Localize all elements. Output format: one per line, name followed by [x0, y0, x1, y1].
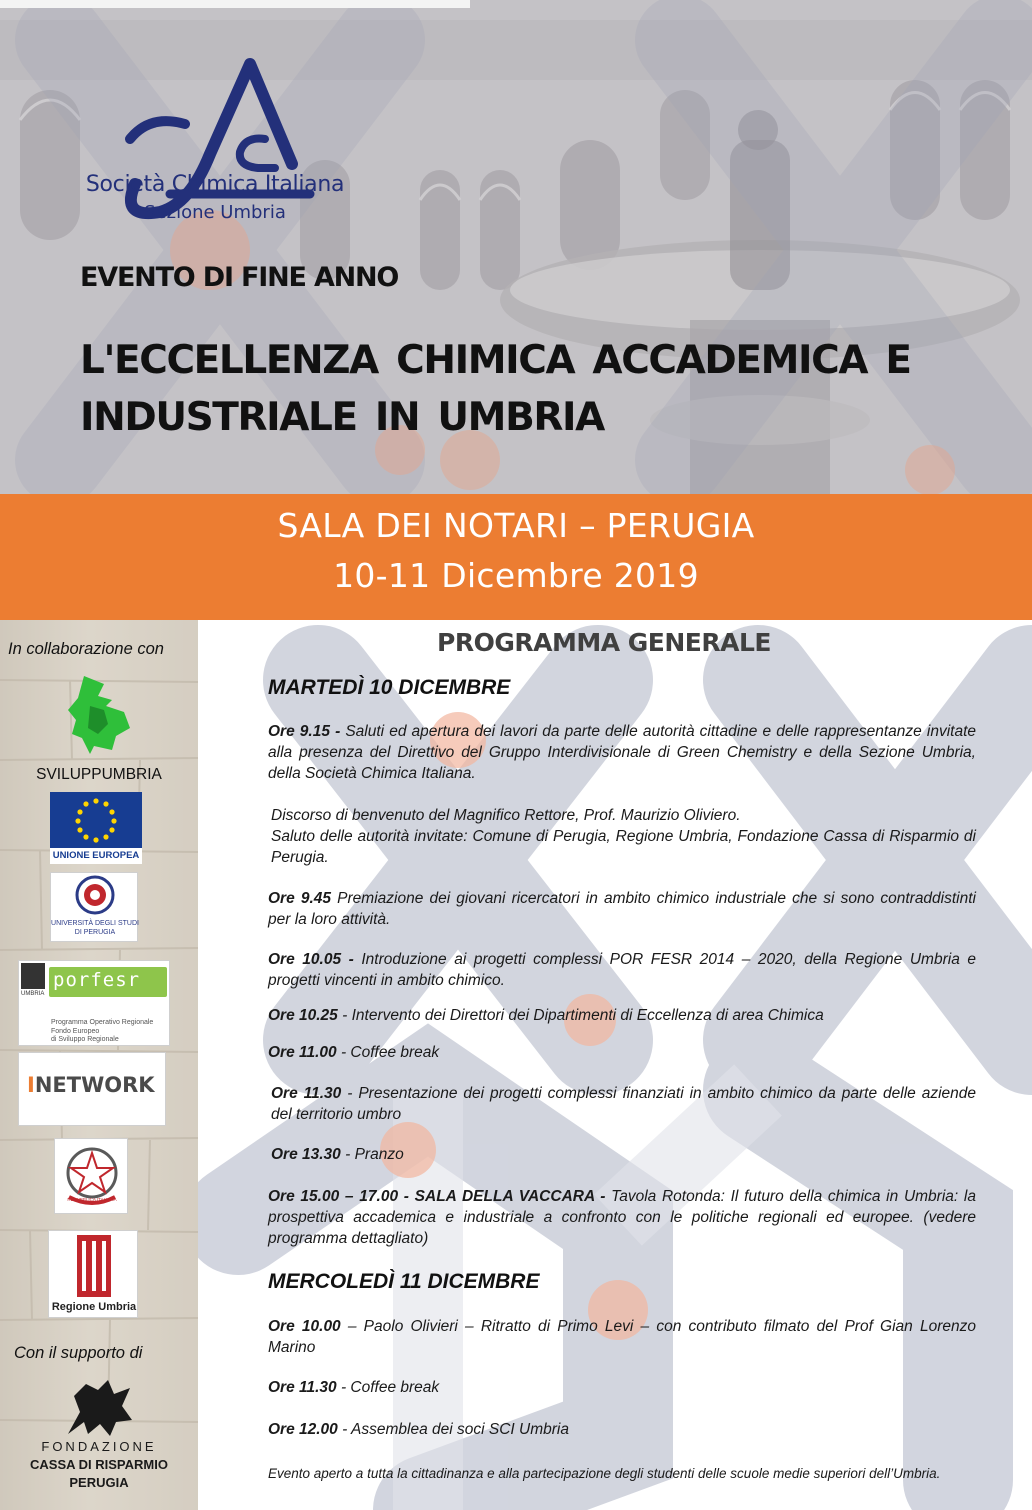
collab-label: In collaborazione con	[8, 640, 164, 658]
partners-sidebar	[0, 620, 198, 1510]
por-line-3: di Sviluppo Regionale	[51, 1036, 119, 1043]
regione-emblem-icon	[77, 1235, 111, 1297]
venue-text: SALA DEI NOTARI – PERUGIA	[277, 506, 755, 545]
network-logo	[18, 1052, 166, 1126]
por-line-2: Fondo Europeo	[51, 1027, 100, 1035]
network-brand-prefix: I	[27, 1073, 35, 1097]
unipg-line-1: UNIVERSITÀ DEGLI STUDI	[51, 920, 139, 927]
sviluppumbria-label: SVILUPPUMBRIA	[36, 766, 162, 783]
program-item: Ore 10.05 - Introduzione ai progetti complessi POR FESR 2014 – 2020, della Regione Umbria e progetti vincenti in ambito chimico.	[268, 951, 976, 989]
program-item: Ore 11.30 - Presentazione dei progetti complessi finanziati in ambito chimico da parte delle aziende del territorio umbro	[271, 1085, 976, 1123]
program-title: PROGRAMMA GENERALE	[437, 628, 771, 657]
program-item: Ore 11.00 - Coffee break	[268, 1044, 440, 1061]
program-item: Ore 11.30 - Coffee break	[268, 1379, 440, 1396]
venue-band	[0, 494, 1032, 620]
repubblica-logo	[54, 1138, 128, 1214]
program-item: Ore 10.00 – Paolo Olivieri – Ritratto di Primo Levi – con contributo filmato del Prof Gian Lorenzo Marino	[268, 1318, 976, 1356]
sviluppumbria-logo-icon	[64, 676, 134, 756]
program-item: Ore 12.00 - Assemblea dei soci SCI Umbria	[268, 1421, 569, 1438]
porfesr-logo	[18, 960, 170, 1046]
fondazione-label	[0, 1438, 198, 1492]
umbria-crest-icon	[21, 963, 45, 989]
page-title-line-1: L'ECCELLENZA CHIMICA ACCADEMICA E	[80, 338, 911, 383]
program-item: Ore 13.30 - Pranzo	[271, 1146, 404, 1163]
page-title-line-2: INDUSTRIALE IN UMBRIA	[80, 395, 604, 440]
unipg-line-2: DI PERUGIA	[74, 929, 116, 936]
day-2-heading: MERCOLEDÌ 11 DICEMBRE	[268, 1270, 540, 1293]
event-label: EVENTO DI FINE ANNO	[80, 262, 399, 293]
header-banner	[0, 0, 1032, 494]
dates-text: 10-11 Dicembre 2019	[333, 556, 699, 595]
por-description	[51, 1019, 153, 1045]
unipg-logo	[50, 872, 138, 942]
fondazione-line-1: FONDAZIONE	[41, 1439, 157, 1454]
regione-umbria-logo	[48, 1230, 138, 1318]
repubblica-text: REPUBBLICA ITALIANA	[67, 1197, 117, 1202]
eu-label: UNIONE EUROPEA	[50, 848, 142, 864]
program-item: Discorso di benvenuto del Magnifico Rettore, Prof. Maurizio Oliviero.	[271, 807, 741, 824]
eu-flag-logo	[50, 792, 142, 864]
por-line-1: Programma Operativo Regionale	[51, 1019, 154, 1026]
program-item: Saluto delle autorità invitate: Comune di Perugia, Regione Umbria, Fondazione Cassa di Risparmio di Perugia.	[271, 828, 976, 866]
program-item: Ore 9.45 Premiazione dei giovani ricercatori in ambito chimico industriale che si sono contraddistinti per la loro attività.	[268, 890, 976, 928]
eu-stars-icon	[50, 792, 142, 848]
regione-label: Regione Umbria	[51, 1301, 137, 1313]
fondazione-line-3: PERUGIA	[69, 1475, 129, 1490]
logo-name: Società Chimica Italiana	[85, 172, 345, 197]
network-brand-rest: NETWORK	[34, 1073, 155, 1097]
top-strip	[0, 0, 470, 8]
day-1-heading: MARTEDÌ 10 DICEMBRE	[268, 676, 511, 699]
support-label: Con il supporto di	[14, 1344, 143, 1362]
porfesr-brand: porfesr	[53, 969, 141, 991]
program-item: Ore 15.00 – 17.00 - SALA DELLA VACCARA - Tavola Rotonda: Il futuro della chimica in Umbria: la prospettiva accademica e industriale a confronto con le politiche regionali ed europee. (vedere programma dettagliato)	[268, 1188, 976, 1247]
network-brand	[27, 1073, 155, 1097]
logo-subtitle: Sezione Umbria	[144, 202, 286, 223]
unipg-label	[51, 919, 139, 937]
program-item: Ore 9.15 - Saluti ed apertura dei lavori da parte delle autorità cittadine e delle rappresentanze invitate alla presenza del Direttivo del Gruppo Interdivisionale di Green Chemistry e della Sezione Umbria, della Società Chimica Italiana.	[268, 723, 976, 782]
unipg-seal-icon	[75, 875, 115, 915]
page-title	[80, 332, 980, 446]
por-region: UMBRIA	[21, 991, 45, 997]
program-item: Ore 10.25 - Intervento dei Direttori dei Dipartimenti di Eccellenza di area Chimica	[268, 1007, 824, 1024]
griffin-icon	[60, 1376, 138, 1440]
event-note: Evento aperto a tutta la cittadinanza e alla partecipazione degli studenti delle scuole medie superiori dell’Umbria.	[268, 1466, 941, 1481]
fondazione-line-2: CASSA DI RISPARMIO	[30, 1457, 168, 1472]
